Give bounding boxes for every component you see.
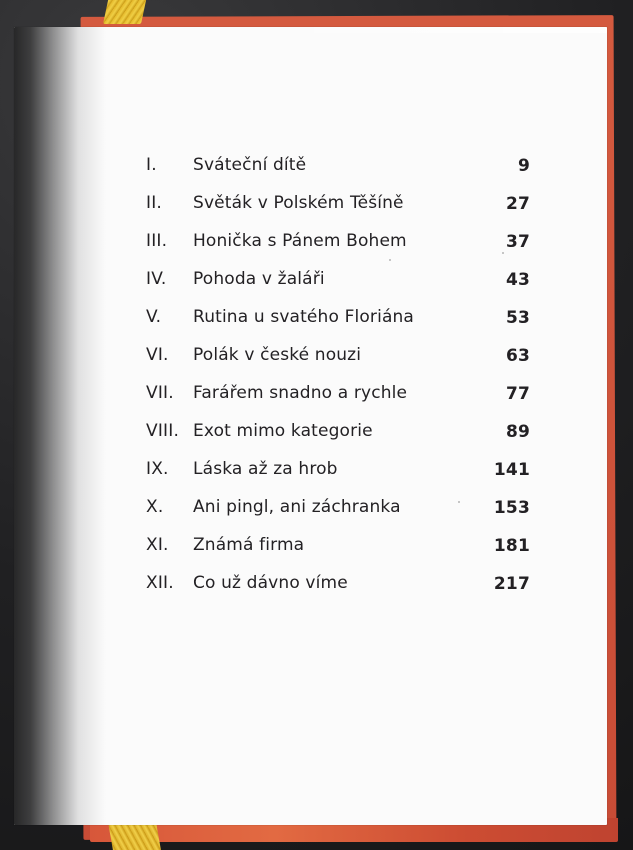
chapter-page-number: 181 xyxy=(493,536,530,556)
chapter-page-number: 43 xyxy=(505,270,530,290)
chapter-title: Sváteční dítě xyxy=(193,155,307,175)
chapter-page-number: 141 xyxy=(493,460,530,480)
chapter-numeral: XI. xyxy=(146,535,169,555)
chapter-title: Rutina u svatého Floriána xyxy=(193,307,414,327)
chapter-title: Ani pingl, ani záchranka xyxy=(193,497,401,517)
chapter-numeral: V. xyxy=(146,307,162,327)
toc-entry xyxy=(14,345,607,375)
chapter-page-number: 63 xyxy=(505,346,530,366)
toc-entry xyxy=(14,459,607,489)
bookmark-ribbon-top xyxy=(103,0,147,24)
chapter-numeral: I. xyxy=(146,155,157,175)
chapter-title: Pohoda v žaláři xyxy=(193,269,325,289)
chapter-numeral: VI. xyxy=(146,345,169,365)
chapter-numeral: III. xyxy=(146,231,168,251)
chapter-numeral: IV. xyxy=(146,269,167,289)
chapter-title: Exot mimo kategorie xyxy=(193,421,373,441)
toc-entry xyxy=(14,269,607,299)
chapter-numeral: II. xyxy=(146,193,163,213)
chapter-page-number: 53 xyxy=(505,308,530,328)
toc-entry xyxy=(14,535,607,565)
chapter-page-number: 77 xyxy=(505,384,530,404)
toc-entry xyxy=(14,383,607,413)
chapter-title: Farářem snadno a rychle xyxy=(193,383,408,403)
chapter-title: Polák v české nouzi xyxy=(193,345,362,365)
chapter-title: Co už dávno víme xyxy=(193,573,348,593)
chapter-page-number: 89 xyxy=(505,422,530,442)
chapter-page-number: 37 xyxy=(505,232,530,252)
chapter-numeral: X. xyxy=(146,497,164,517)
toc-entry xyxy=(14,497,607,527)
chapter-title: Honička s Pánem Bohem xyxy=(193,231,407,251)
chapter-title: Známá firma xyxy=(193,535,305,555)
toc-entry xyxy=(14,231,607,261)
chapter-page-number: 9 xyxy=(517,156,530,176)
chapter-numeral: VII. xyxy=(146,383,174,403)
table-of-contents xyxy=(14,27,607,825)
toc-entry xyxy=(14,193,607,223)
chapter-title: Světák v Polském Těšíně xyxy=(193,193,404,213)
book-page xyxy=(14,27,607,825)
chapter-page-number: 217 xyxy=(493,574,530,594)
chapter-numeral: IX. xyxy=(146,459,169,479)
chapter-title: Láska až za hrob xyxy=(193,459,338,479)
chapter-numeral: VIII. xyxy=(146,421,180,441)
toc-entry xyxy=(14,421,607,451)
chapter-page-number: 153 xyxy=(493,498,530,518)
toc-entry xyxy=(14,307,607,337)
toc-entry xyxy=(14,573,607,603)
chapter-numeral: XII. xyxy=(146,573,174,593)
toc-entry xyxy=(14,155,607,185)
chapter-page-number: 27 xyxy=(505,194,530,214)
